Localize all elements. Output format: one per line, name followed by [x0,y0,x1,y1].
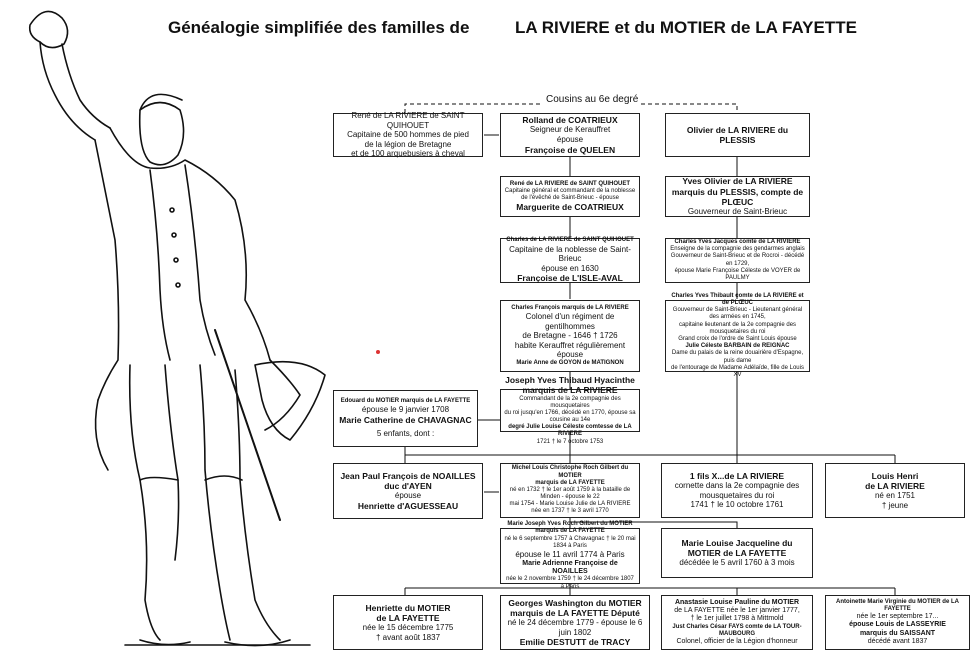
box-olivier-de-la-riviere: Olivier de LA RIVIERE du PLESSIS [665,113,810,157]
box-michel-louis-christophe: Michel Louis Christophe Roch Gilbert du MOTIER marquis de LA FAYETTE né en 1732 † le 1er août 1759 à la bataille de Minden - épouse le 22 mai 1754 - Marie Louise Julie de LA RIVIERE née en 1737 † le 3 avril 1770 [500,463,640,518]
cousins-label: Cousins au 6e degré [543,94,641,105]
box-fils-x-de-la-riviere: 1 fils X...de LA RIVIERE cornette dans la 2e compagnie des mousquetaires du roi 1741 † le 10 octobre 1761 [661,463,813,518]
box-marie-joseph-lafayette: Marie Joseph Yves Roch Gilbert du MOTIER marquis de LA FAYETTE né le 6 septembre 1757 à Chavagnac † le 20 mai 1834 à Paris épouse le 11 avril 1774 à Paris Marie Adrienne Françoise de NOAILLES née le 2 novembre 1759 † le 24 décembre 1807 à Paris [500,528,640,584]
box-noailles: Jean Paul François de NOAILLES duc d'AYEN épouse Henriette d'AGUESSEAU [333,463,483,519]
box-edouard-du-motier: Edouard du MOTIER marquis de LA FAYETTE épouse le 9 janvier 1708 Marie Catherine de CHAVAGNAC 5 enfants, dont : [333,390,478,447]
box-joseph-yves-thibaud: Joseph Yves Thibaud Hyacinthe marquis de LA RIVIERE Commandant de la 2e compagnie des mousquetaires du roi jusqu'en 1766, décédé en 1770, épouse sa cousine au 14e degré Julie Louise Céleste comtesse de LA RIVIERE 1721 † le 7 octobre 1753 [500,389,640,432]
box-louis-henri: Louis Henri de LA RIVIERE né en 1751 † jeune [825,463,965,518]
title-left: Généalogie simplifiée des familles de [168,18,470,37]
box-charles-de-la-riviere: Charles de LA RIVIERE de SAINT QUIHOUET Capitaine de la noblesse de Saint-Brieuc épouse en 1630 Françoise de L'ISLE-AVAL [500,238,640,283]
box-charles-francois: Charles François marquis de LA RIVIERE Colonel d'un régiment de gentilhommes de Bretagne - 1646 † 1726 habite Kerauffret régulièrement épouse Marie Anne de GOYON de MATIGNON [500,300,640,372]
box-marie-louise-jacqueline: Marie Louise Jacqueline du MOTIER de LA FAYETTE décédée le 5 avril 1760 à 3 mois [661,528,813,578]
box-rolland-de-coatrieux: Rolland de COATRIEUX Seigneur de Kerauffret épouse Françoise de QUELEN [500,113,640,157]
box-henriette-du-motier: Henriette du MOTIER de LA FAYETTE née le 15 décembre 1775 † avant août 1837 [333,595,483,650]
title-right: LA RIVIERE et du MOTIER de LA FAYETTE [515,18,857,37]
box-charles-yves-thibault: Charles Yves Thibault comte de LA RIVIERE et de PLŒUC Gouverneur de Saint-Brieuc - Lieutenant général des armées en 1745, capitaine lieutenant de la 2e compagnie des mousquetaires du roi Grand croix de l'ordre de Saint Louis épouse Julie Céleste BARBAIN de REIGNAC Dame du palais de la reine douairière d'Espagne, puis dame de l'entourage de Madame Adélaïde, fille de Louis XV [665,300,810,372]
box-charles-yves-jacques: Charles Yves Jacques comte de LA RIVIERE Enseigne de la compagnie des gendarmes anglais Gouverneur de Saint-Brieuc et de Rocroi - décédé en 1729, épouse Marie Françoise Céleste de VOYER de PAULMY [665,238,810,283]
box-rene-de-la-riviere: René de LA RIVIERE de SAINT QUIHOUET Capitaine de 500 hommes de pied de la légion de Bretagne et de 100 arquebusiers à cheval [333,113,483,157]
box-antoinette-marie-virginie: Antoinette Marie Virginie du MOTIER de LA FAYETTE née le 1er septembre 17... épouse Louis de LASSEYRIE marquis du SAISSANT décédé avant 1837 [825,595,970,650]
box-georges-washington: Georges Washington du MOTIER marquis de LA FAYETTE Député né le 24 décembre 1779 - épouse le 6 juin 1802 Emilie DESTUTT de TRACY [500,595,650,650]
box-rene-de-saint-quihouet: René de LA RIVIERE de SAINT QUIHOUET Capitaine général et commandant de la noblesse de l'évêché de Saint-Brieuc - épouse Marguerite de COATRIEUX [500,176,640,217]
box-anastasie-louise-pauline: Anastasie Louise Pauline du MOTIER de LA FAYETTE née le 1er janvier 1777, † le 1er juillet 1798 à Mittmold Just Charles César FAYS comte de LA TOUR-MAUBOURG Colonel, officier de la Légion d'honneur [661,595,813,650]
box-yves-olivier: Yves Olivier de LA RIVIERE marquis du PLESSIS, compte de PLŒUC Gouverneur de Saint-Brieuc [665,176,810,217]
